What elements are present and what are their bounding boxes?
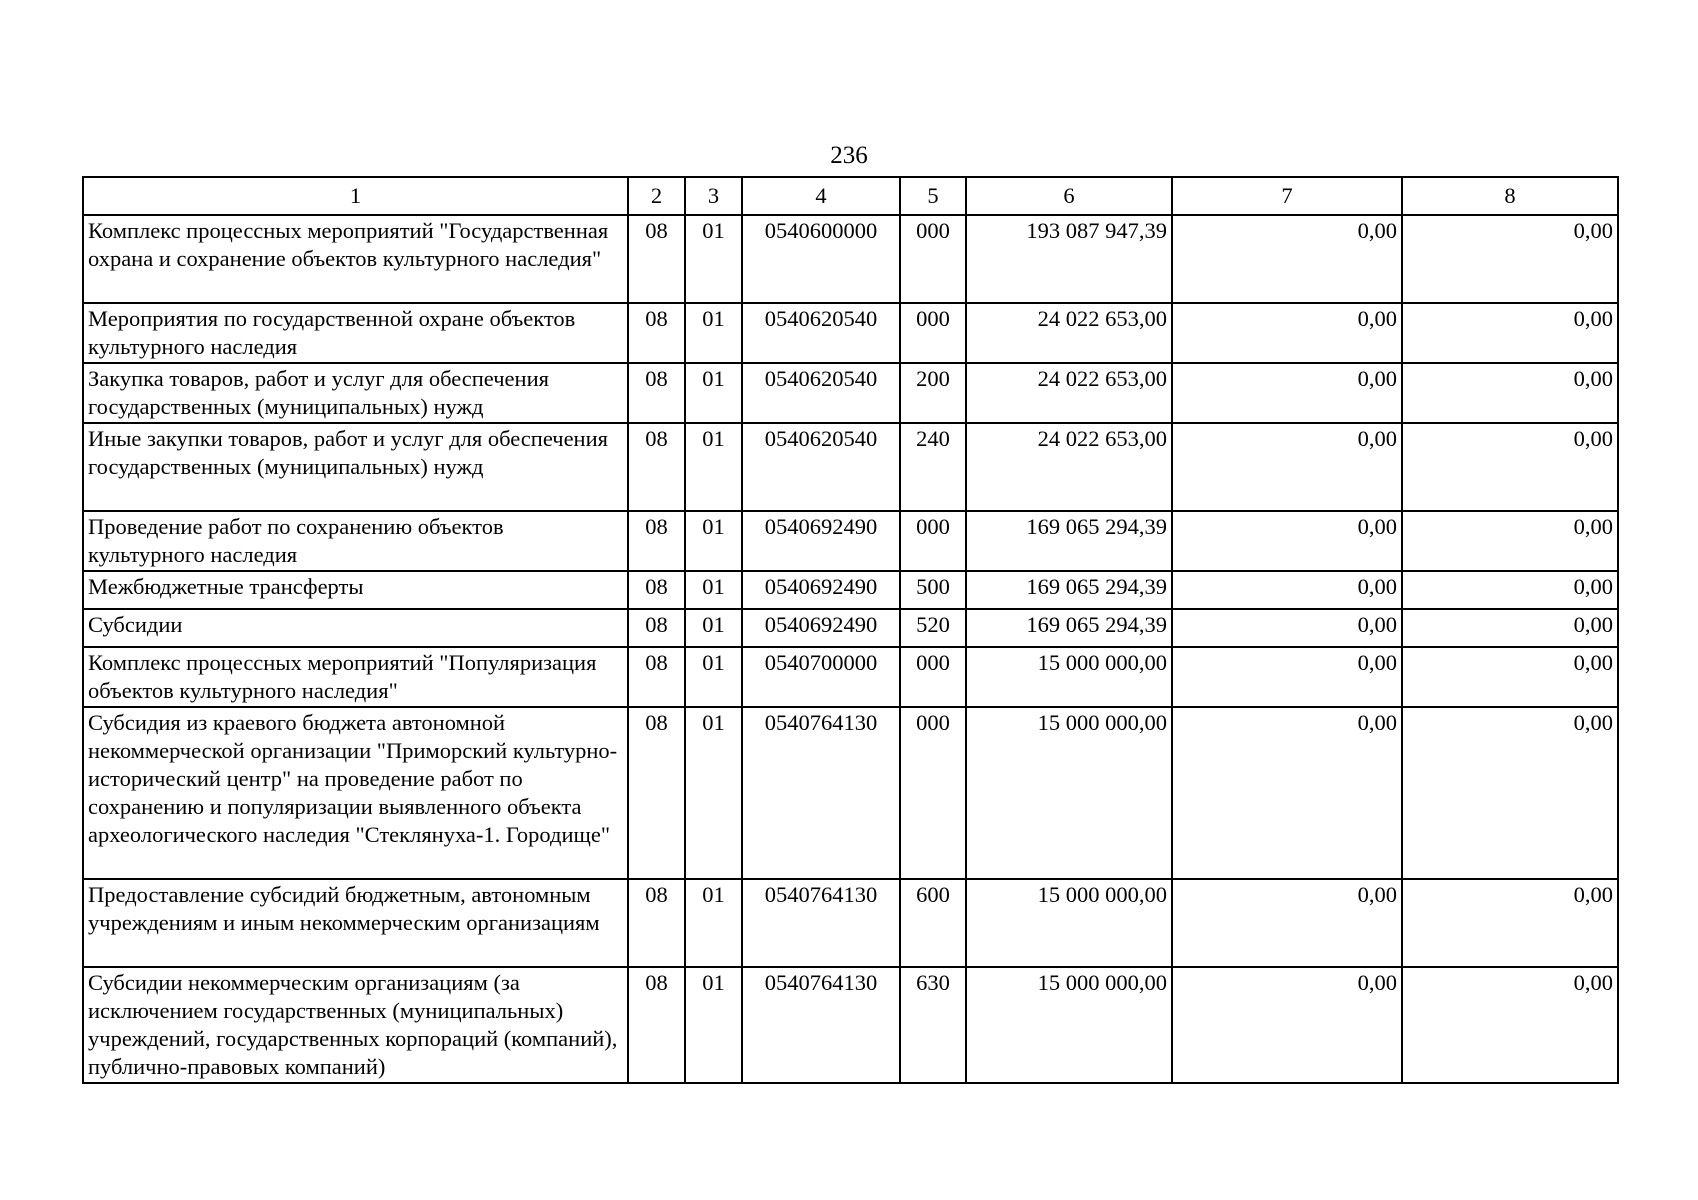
header-col-5: 5 xyxy=(900,177,966,215)
row-amount-8: 0,00 xyxy=(1402,423,1618,511)
row-subsection: 01 xyxy=(685,571,742,609)
row-amount-6: 193 087 947,39 xyxy=(966,215,1172,303)
row-amount-7: 0,00 xyxy=(1172,303,1402,363)
row-section: 08 xyxy=(628,879,685,967)
row-section: 08 xyxy=(628,967,685,1083)
row-target-article: 0540764130 xyxy=(742,707,900,879)
row-amount-6: 169 065 294,39 xyxy=(966,609,1172,647)
row-amount-8: 0,00 xyxy=(1402,707,1618,879)
row-name: Субсидии некоммерческим организациям (за исключением государственных (муниципальных) учреждений, государственных корпораций (компаний), публично-правовых компаний) xyxy=(83,967,628,1083)
row-target-article: 0540620540 xyxy=(742,423,900,511)
table-row xyxy=(83,215,1618,303)
row-name: Проведение работ по сохранению объектов культурного наследия xyxy=(83,511,628,571)
row-amount-8: 0,00 xyxy=(1402,879,1618,967)
row-expense-type: 000 xyxy=(900,303,966,363)
row-amount-7: 0,00 xyxy=(1172,215,1402,303)
row-amount-8: 0,00 xyxy=(1402,647,1618,707)
row-amount-6: 169 065 294,39 xyxy=(966,511,1172,571)
row-target-article: 0540692490 xyxy=(742,571,900,609)
row-target-article: 0540692490 xyxy=(742,609,900,647)
row-target-article: 0540764130 xyxy=(742,879,900,967)
header-col-1: 1 xyxy=(83,177,628,215)
row-subsection: 01 xyxy=(685,879,742,967)
row-amount-7: 0,00 xyxy=(1172,707,1402,879)
row-section: 08 xyxy=(628,363,685,423)
row-name: Субсидии xyxy=(83,609,628,647)
row-amount-7: 0,00 xyxy=(1172,511,1402,571)
table-row xyxy=(83,609,1618,647)
row-amount-8: 0,00 xyxy=(1402,363,1618,423)
header-col-6: 6 xyxy=(966,177,1172,215)
row-name: Предоставление субсидий бюджетным, автономным учреждениям и иным некоммерческим организациям xyxy=(83,879,628,967)
row-amount-6: 24 022 653,00 xyxy=(966,363,1172,423)
row-name: Межбюджетные трансферты xyxy=(83,571,628,609)
row-amount-8: 0,00 xyxy=(1402,609,1618,647)
table-row xyxy=(83,967,1618,1083)
row-amount-6: 15 000 000,00 xyxy=(966,879,1172,967)
row-subsection: 01 xyxy=(685,647,742,707)
row-amount-8: 0,00 xyxy=(1402,215,1618,303)
table-row xyxy=(83,423,1618,511)
row-subsection: 01 xyxy=(685,215,742,303)
row-expense-type: 200 xyxy=(900,363,966,423)
row-amount-6: 15 000 000,00 xyxy=(966,647,1172,707)
row-expense-type: 000 xyxy=(900,511,966,571)
table-row xyxy=(83,511,1618,571)
row-expense-type: 000 xyxy=(900,707,966,879)
header-col-4: 4 xyxy=(742,177,900,215)
table-row xyxy=(83,571,1618,609)
row-amount-7: 0,00 xyxy=(1172,647,1402,707)
row-subsection: 01 xyxy=(685,609,742,647)
row-target-article: 0540700000 xyxy=(742,647,900,707)
row-amount-6: 24 022 653,00 xyxy=(966,303,1172,363)
row-section: 08 xyxy=(628,215,685,303)
header-col-3: 3 xyxy=(685,177,742,215)
row-expense-type: 240 xyxy=(900,423,966,511)
row-expense-type: 630 xyxy=(900,967,966,1083)
header-col-2: 2 xyxy=(628,177,685,215)
row-section: 08 xyxy=(628,511,685,571)
header-col-8: 8 xyxy=(1402,177,1618,215)
table-row xyxy=(83,647,1618,707)
row-expense-type: 000 xyxy=(900,647,966,707)
row-subsection: 01 xyxy=(685,303,742,363)
row-section: 08 xyxy=(628,571,685,609)
row-expense-type: 520 xyxy=(900,609,966,647)
row-amount-7: 0,00 xyxy=(1172,879,1402,967)
row-amount-7: 0,00 xyxy=(1172,609,1402,647)
table-row xyxy=(83,879,1618,967)
row-name: Комплекс процессных мероприятий "Государственная охрана и сохранение объектов культурного наследия" xyxy=(83,215,628,303)
row-expense-type: 500 xyxy=(900,571,966,609)
row-name: Комплекс процессных мероприятий "Популяризация объектов культурного наследия" xyxy=(83,647,628,707)
table-row xyxy=(83,363,1618,423)
row-target-article: 0540600000 xyxy=(742,215,900,303)
row-name: Мероприятия по государственной охране объектов культурного наследия xyxy=(83,303,628,363)
row-name: Субсидия из краевого бюджета автономной некоммерческой организации "Приморский культурно-исторический центр" на проведение работ по сохранению и популяризации выявленного объекта археологического наследия "Стеклянуха-1. Городище" xyxy=(83,707,628,879)
row-amount-7: 0,00 xyxy=(1172,423,1402,511)
row-amount-6: 15 000 000,00 xyxy=(966,967,1172,1083)
header-row xyxy=(83,177,1618,215)
row-amount-6: 24 022 653,00 xyxy=(966,423,1172,511)
table-row xyxy=(83,303,1618,363)
row-amount-7: 0,00 xyxy=(1172,967,1402,1083)
row-amount-6: 15 000 000,00 xyxy=(966,707,1172,879)
row-section: 08 xyxy=(628,647,685,707)
row-amount-7: 0,00 xyxy=(1172,571,1402,609)
row-name: Закупка товаров, работ и услуг для обеспечения государственных (муниципальных) нужд xyxy=(83,363,628,423)
row-subsection: 01 xyxy=(685,423,742,511)
page-number: 236 xyxy=(830,142,868,169)
row-subsection: 01 xyxy=(685,707,742,879)
row-amount-8: 0,00 xyxy=(1402,571,1618,609)
row-amount-8: 0,00 xyxy=(1402,303,1618,363)
table-row xyxy=(83,707,1618,879)
row-target-article: 0540620540 xyxy=(742,303,900,363)
row-expense-type: 600 xyxy=(900,879,966,967)
header-col-7: 7 xyxy=(1172,177,1402,215)
row-amount-8: 0,00 xyxy=(1402,511,1618,571)
row-section: 08 xyxy=(628,423,685,511)
row-subsection: 01 xyxy=(685,363,742,423)
row-target-article: 0540620540 xyxy=(742,363,900,423)
row-expense-type: 000 xyxy=(900,215,966,303)
row-amount-6: 169 065 294,39 xyxy=(966,571,1172,609)
row-amount-8: 0,00 xyxy=(1402,967,1618,1083)
row-section: 08 xyxy=(628,609,685,647)
row-target-article: 0540764130 xyxy=(742,967,900,1083)
row-subsection: 01 xyxy=(685,511,742,571)
row-section: 08 xyxy=(628,303,685,363)
row-section: 08 xyxy=(628,707,685,879)
row-amount-7: 0,00 xyxy=(1172,363,1402,423)
row-subsection: 01 xyxy=(685,967,742,1083)
budget-table xyxy=(82,176,1619,1084)
row-name: Иные закупки товаров, работ и услуг для обеспечения государственных (муниципальных) нужд xyxy=(83,423,628,511)
row-target-article: 0540692490 xyxy=(742,511,900,571)
